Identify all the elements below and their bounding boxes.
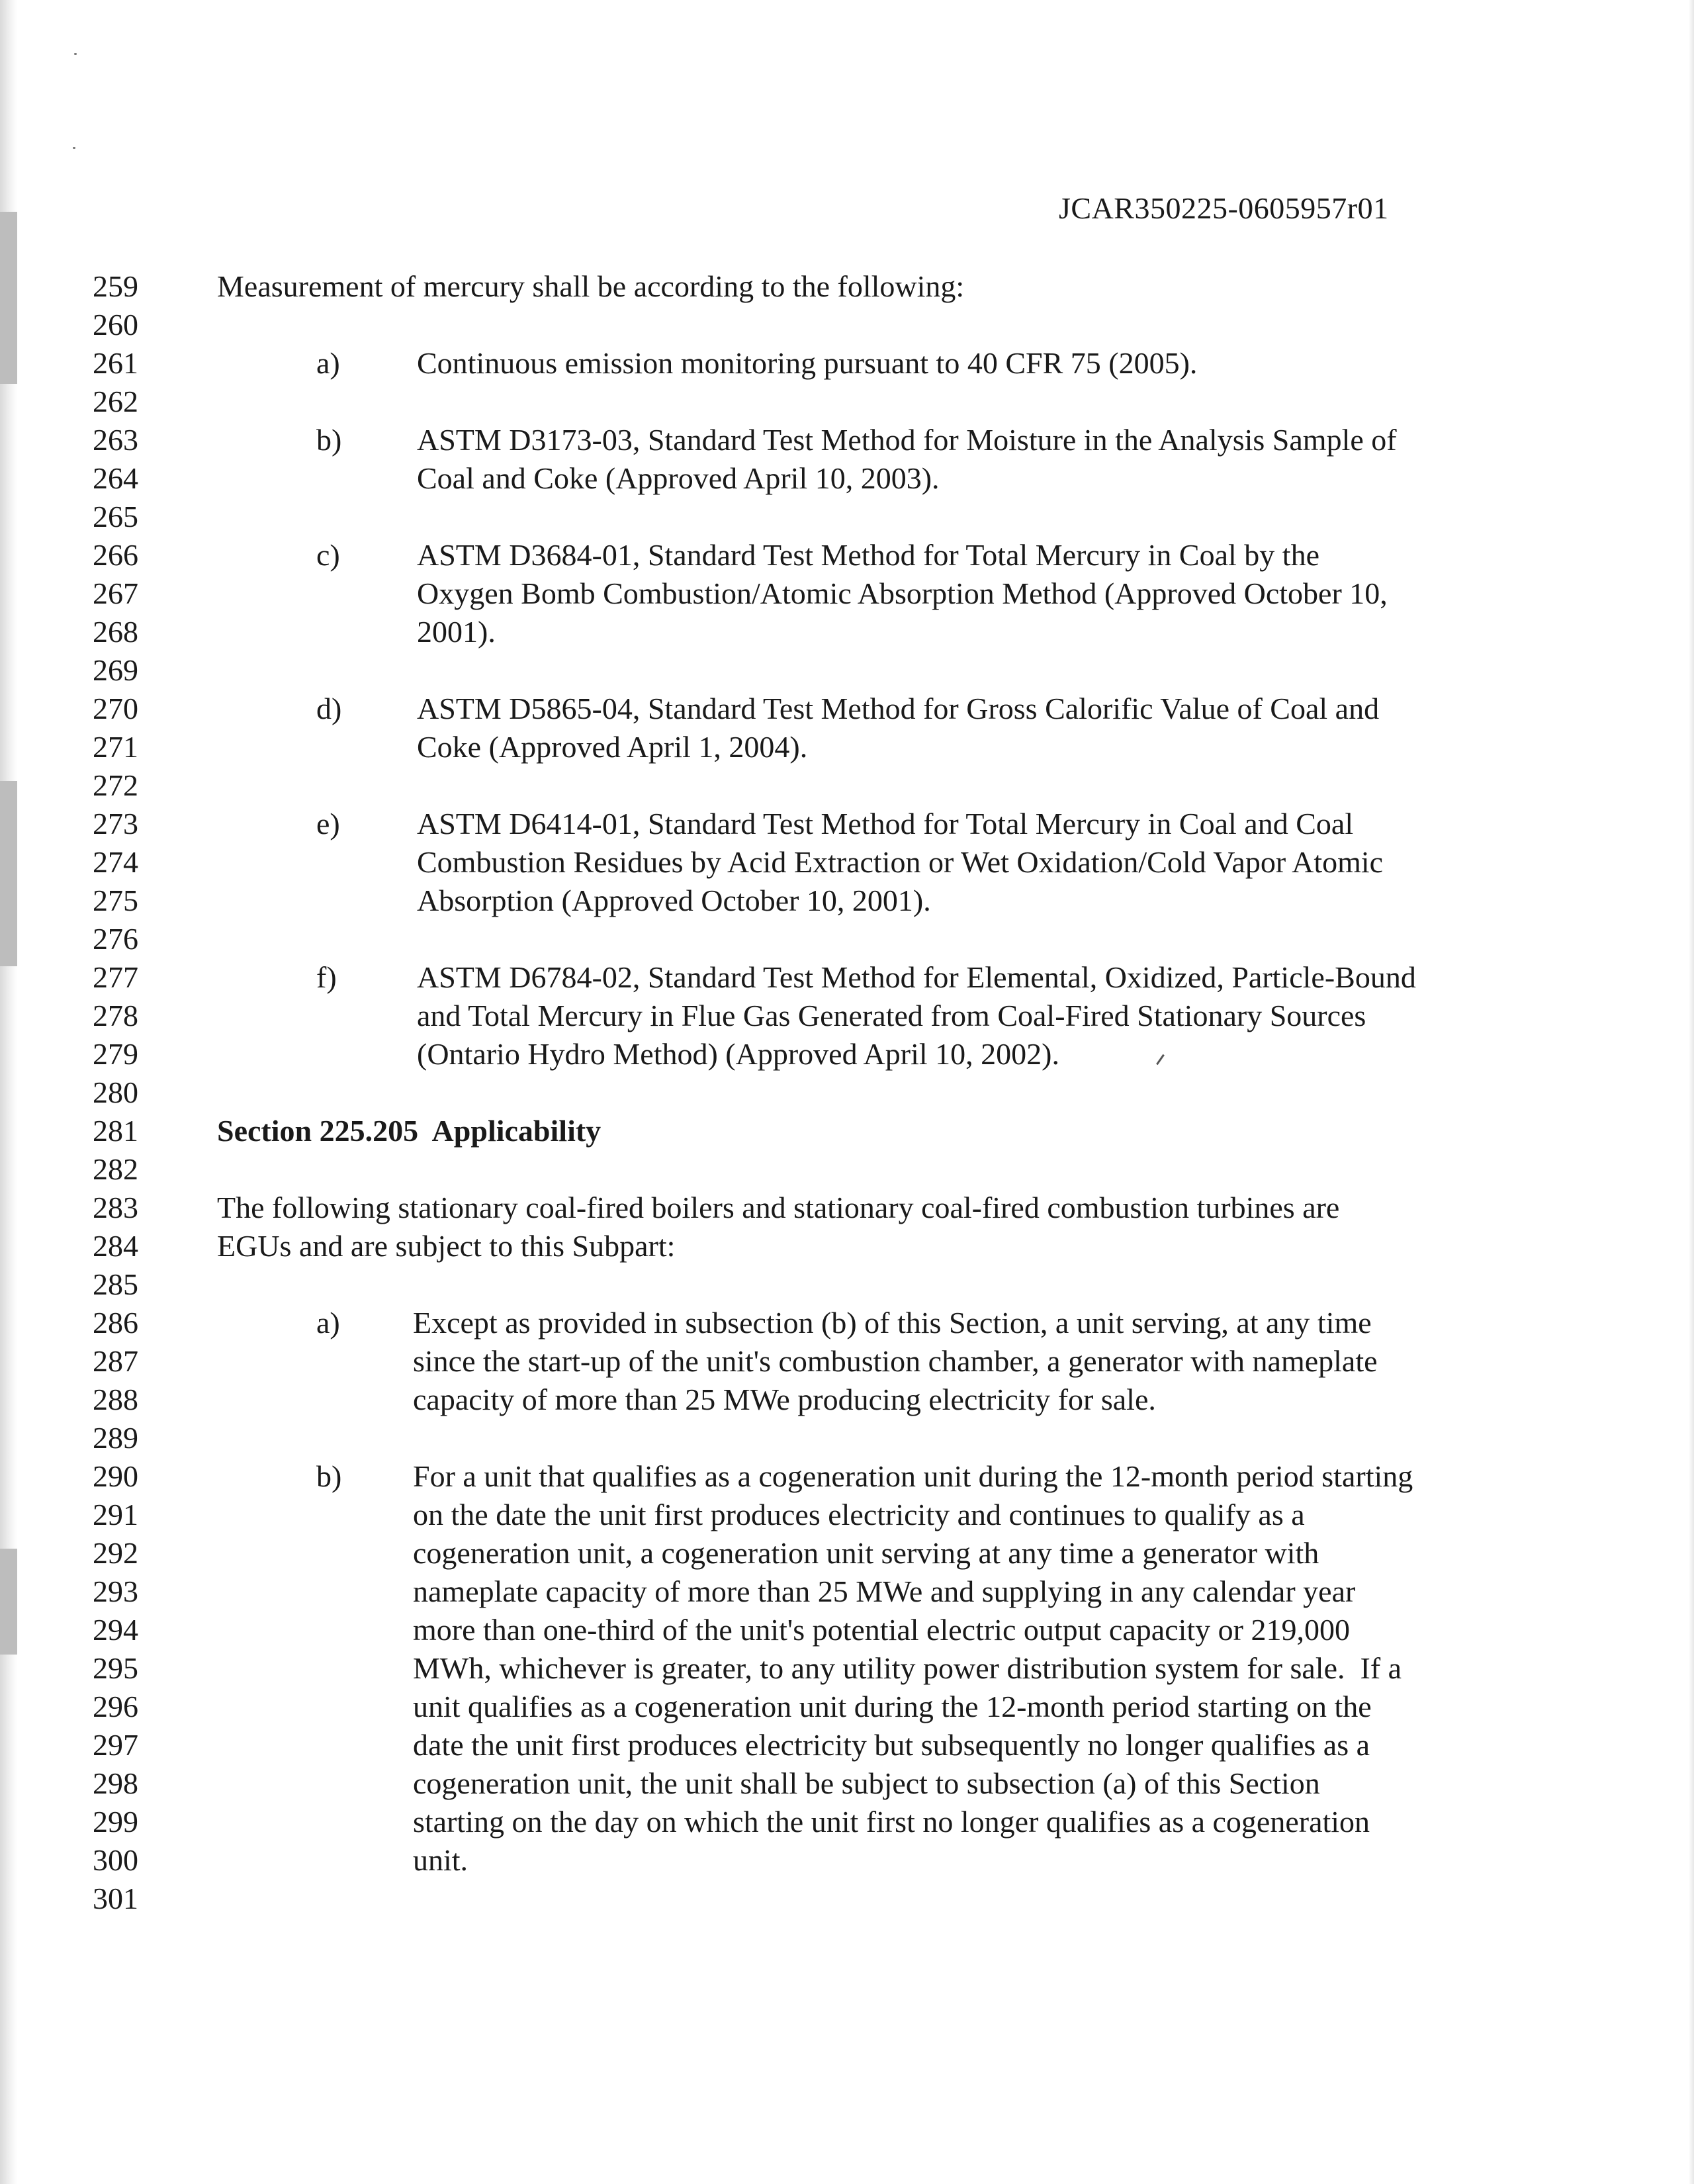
item-text-line: Except as provided in subsection (b) of this Section, a unit serving, at any time bbox=[413, 1306, 1372, 1340]
item-text-line: Coal and Coke (Approved April 10, 2003). bbox=[417, 461, 940, 495]
line-number: 288 bbox=[93, 1383, 138, 1416]
line-number: 260 bbox=[93, 308, 138, 341]
item-text-line: ASTM D3173-03, Standard Test Method for Moisture in the Analysis Sample of bbox=[417, 423, 1397, 457]
item-text-line: ASTM D5865-04, Standard Test Method for Gross Calorific Value of Coal and bbox=[417, 692, 1380, 725]
line-number: 259 bbox=[93, 269, 138, 303]
item-marker: c) bbox=[316, 538, 340, 572]
section-intro-line: The following stationary coal-fired boilers and stationary coal-fired combustion turbines are bbox=[217, 1191, 1340, 1224]
item-text-line: For a unit that qualifies as a cogeneration unit during the 12-month period starting bbox=[413, 1459, 1413, 1493]
line-number: 280 bbox=[93, 1075, 138, 1109]
line-number: 276 bbox=[93, 922, 138, 956]
item-text-line: unit. bbox=[413, 1843, 468, 1877]
line-number: 292 bbox=[93, 1536, 138, 1570]
line-number: 270 bbox=[93, 692, 138, 725]
intro-paragraph: Measurement of mercury shall be according to the following: bbox=[217, 269, 965, 303]
line-number: 300 bbox=[93, 1843, 138, 1877]
document-id: JCAR350225-0605957r01 bbox=[1059, 191, 1389, 225]
line-number: 274 bbox=[93, 845, 138, 879]
line-number: 286 bbox=[93, 1306, 138, 1340]
item-text-line: ASTM D3684-01, Standard Test Method for Total Mercury in Coal by the bbox=[417, 538, 1320, 572]
scan-mark bbox=[1156, 1054, 1165, 1065]
line-number: 278 bbox=[93, 999, 138, 1032]
line-number: 266 bbox=[93, 538, 138, 572]
item-text-line: nameplate capacity of more than 25 MWe and supplying in any calendar year bbox=[413, 1574, 1356, 1608]
line-number: 282 bbox=[93, 1152, 138, 1186]
item-text-line: Oxygen Bomb Combustion/Atomic Absorption Method (Approved October 10, bbox=[417, 576, 1388, 610]
line-number: 267 bbox=[93, 576, 138, 610]
item-marker: d) bbox=[316, 692, 342, 725]
scan-edge-left bbox=[0, 0, 17, 2184]
item-text-line: ASTM D6784-02, Standard Test Method for Elemental, Oxidized, Particle-Bound bbox=[417, 960, 1416, 994]
item-text-line: unit qualifies as a cogeneration unit during the 12-month period starting on the bbox=[413, 1690, 1372, 1723]
scan-speck bbox=[73, 147, 75, 149]
line-number: 301 bbox=[93, 1882, 138, 1915]
line-number: 297 bbox=[93, 1728, 138, 1762]
item-text-line: Absorption (Approved October 10, 2001). bbox=[417, 884, 931, 917]
item-text-line: (Ontario Hydro Method) (Approved April 10, 2002). bbox=[417, 1037, 1059, 1071]
item-text-line: date the unit first produces electricity but subsequently no longer qualifies as a bbox=[413, 1728, 1370, 1762]
item-text-line: Continuous emission monitoring pursuant to 40 CFR 75 (2005). bbox=[417, 346, 1198, 380]
line-number: 277 bbox=[93, 960, 138, 994]
scan-speck bbox=[74, 53, 77, 55]
line-number: 294 bbox=[93, 1613, 138, 1647]
item-marker: e) bbox=[316, 807, 340, 841]
item-marker: b) bbox=[316, 1459, 342, 1493]
line-number: 261 bbox=[93, 346, 138, 380]
line-number: 272 bbox=[93, 768, 138, 802]
line-number: 281 bbox=[93, 1114, 138, 1148]
item-text-line: and Total Mercury in Flue Gas Generated from Coal-Fired Stationary Sources bbox=[417, 999, 1366, 1032]
item-text-line: ASTM D6414-01, Standard Test Method for Total Mercury in Coal and Coal bbox=[417, 807, 1354, 841]
line-number: 271 bbox=[93, 730, 138, 764]
item-marker: f) bbox=[316, 960, 337, 994]
item-marker: b) bbox=[316, 423, 342, 457]
line-number: 289 bbox=[93, 1421, 138, 1455]
item-text-line: starting on the day on which the unit first no longer qualifies as a cogeneration bbox=[413, 1805, 1370, 1839]
item-text-line: cogeneration unit, a cogeneration unit serving at any time a generator with bbox=[413, 1536, 1319, 1570]
line-number: 284 bbox=[93, 1229, 138, 1263]
item-text-line: 2001). bbox=[417, 615, 496, 649]
line-number: 293 bbox=[93, 1574, 138, 1608]
line-number: 262 bbox=[93, 385, 138, 418]
line-number: 290 bbox=[93, 1459, 138, 1493]
line-number: 269 bbox=[93, 653, 138, 687]
line-number: 296 bbox=[93, 1690, 138, 1723]
item-text-line: on the date the unit first produces electricity and continues to qualify as a bbox=[413, 1498, 1305, 1531]
item-text-line: Combustion Residues by Acid Extraction or Wet Oxidation/Cold Vapor Atomic bbox=[417, 845, 1384, 879]
item-marker: a) bbox=[316, 346, 340, 380]
item-text-line: cogeneration unit, the unit shall be subject to subsection (a) of this Section bbox=[413, 1766, 1320, 1800]
item-marker: a) bbox=[316, 1306, 340, 1340]
line-number: 298 bbox=[93, 1766, 138, 1800]
item-text-line: capacity of more than 25 MWe producing electricity for sale. bbox=[413, 1383, 1156, 1416]
line-number: 283 bbox=[93, 1191, 138, 1224]
line-number: 279 bbox=[93, 1037, 138, 1071]
item-text-line: since the start-up of the unit's combustion chamber, a generator with nameplate bbox=[413, 1344, 1378, 1378]
line-number: 263 bbox=[93, 423, 138, 457]
line-number: 264 bbox=[93, 461, 138, 495]
line-number: 273 bbox=[93, 807, 138, 841]
section-heading: Section 225.205 Applicability bbox=[217, 1114, 602, 1148]
line-number: 268 bbox=[93, 615, 138, 649]
line-number: 275 bbox=[93, 884, 138, 917]
item-text-line: more than one-third of the unit's potential electric output capacity or 219,000 bbox=[413, 1613, 1350, 1647]
line-number: 291 bbox=[93, 1498, 138, 1531]
line-number: 285 bbox=[93, 1267, 138, 1301]
line-number: 295 bbox=[93, 1651, 138, 1685]
line-number: 287 bbox=[93, 1344, 138, 1378]
line-number: 265 bbox=[93, 500, 138, 533]
item-text-line: MWh, whichever is greater, to any utility power distribution system for sale. If a bbox=[413, 1651, 1402, 1685]
section-intro-line: EGUs and are subject to this Subpart: bbox=[217, 1229, 676, 1263]
scan-edge-right bbox=[1689, 0, 1694, 2184]
item-text-line: Coke (Approved April 1, 2004). bbox=[417, 730, 808, 764]
line-number: 299 bbox=[93, 1805, 138, 1839]
